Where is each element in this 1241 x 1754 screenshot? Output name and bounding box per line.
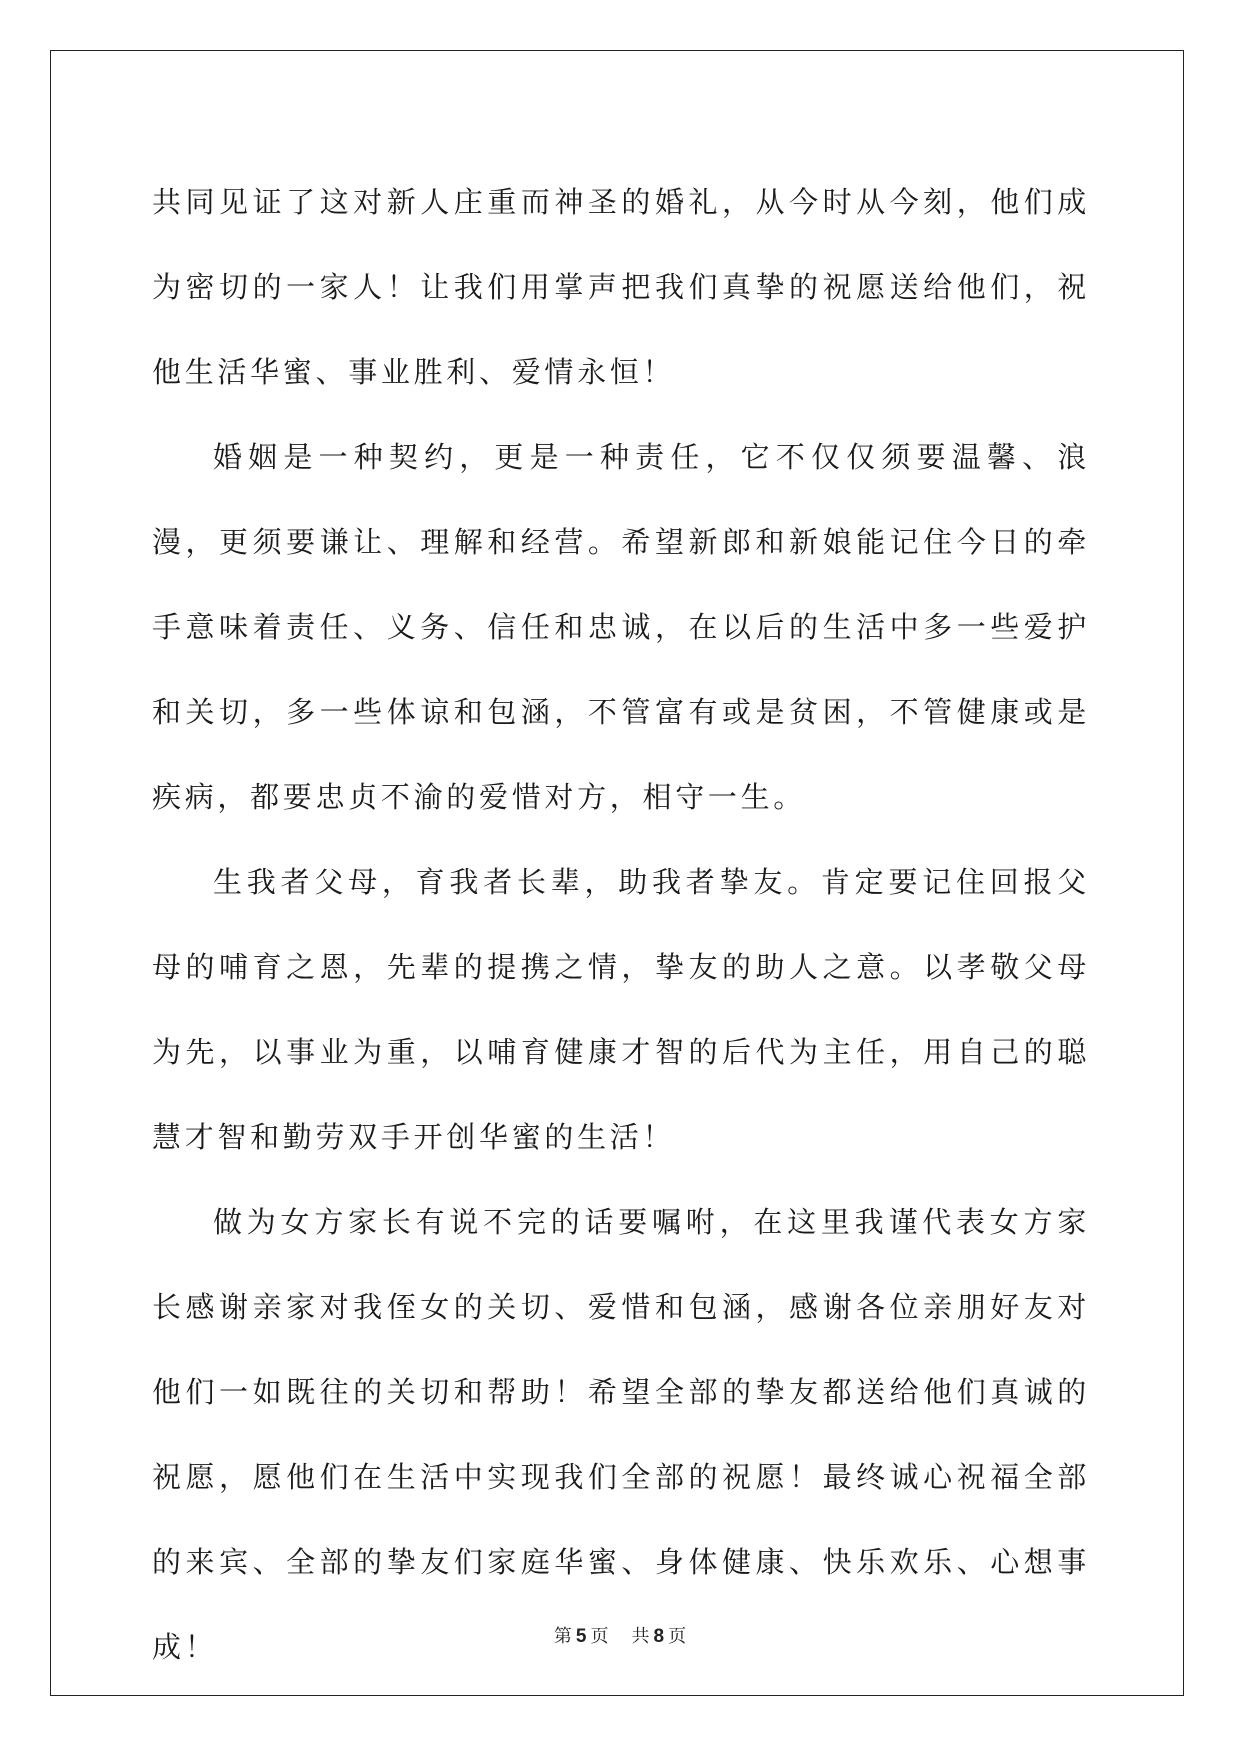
total-suffix: 页 bbox=[668, 1626, 688, 1647]
paragraph: 共同见证了这对新人庄重而神圣的婚礼，从今时从今刻，他们成为密切的一家人！让我们用掌声把我们真挚的祝愿送给他们，祝他生活华蜜、事业胜利、爱情永恒！ bbox=[152, 185, 1090, 389]
document-body bbox=[152, 160, 1090, 1690]
page-footer bbox=[0, 1622, 1241, 1648]
paragraph: 做为女方家长有说不完的话要嘱咐，在这里我谨代表女方家长感谢亲家对我侄女的关切、爱惜和包涵，感谢各位亲朋好友对他们一如既往的关切和帮助！希望全部的挚友都送给他们真诚的祝愿，愿他们在生活中实现我们全部的祝愿！最终诚心祝福全部的来宾、全部的挚友们家庭华蜜、身体健康、快乐欢乐、心想事成！ bbox=[152, 1205, 1090, 1664]
paragraph: 生我者父母，育我者长辈，助我者挚友。肯定要记住回报父母的哺育之恩，先辈的提携之情，挚友的助人之意。以孝敬父母为先，以事业为重，以哺育健康才智的后代为主任，用自己的聪慧才智和勤劳双手开创华蜜的生活！ bbox=[152, 865, 1090, 1154]
page-suffix: 页 bbox=[590, 1626, 610, 1647]
page-number: 5 bbox=[575, 1626, 588, 1647]
total-prefix: 共 bbox=[631, 1626, 651, 1647]
paragraph: 婚姻是一种契约，更是一种责任，它不仅仅须要温馨、浪漫，更须要谦让、理解和经营。希望新郎和新娘能记住今日的牵手意味着责任、义务、信任和忠诚，在以后的生活中多一些爱护和关切，多一些体谅和包涵，不管富有或是贫困，不管健康或是疾病，都要忠贞不渝的爱惜对方，相守一生。 bbox=[152, 440, 1090, 814]
page-total: 8 bbox=[653, 1626, 666, 1647]
page-prefix: 第 bbox=[553, 1626, 573, 1647]
